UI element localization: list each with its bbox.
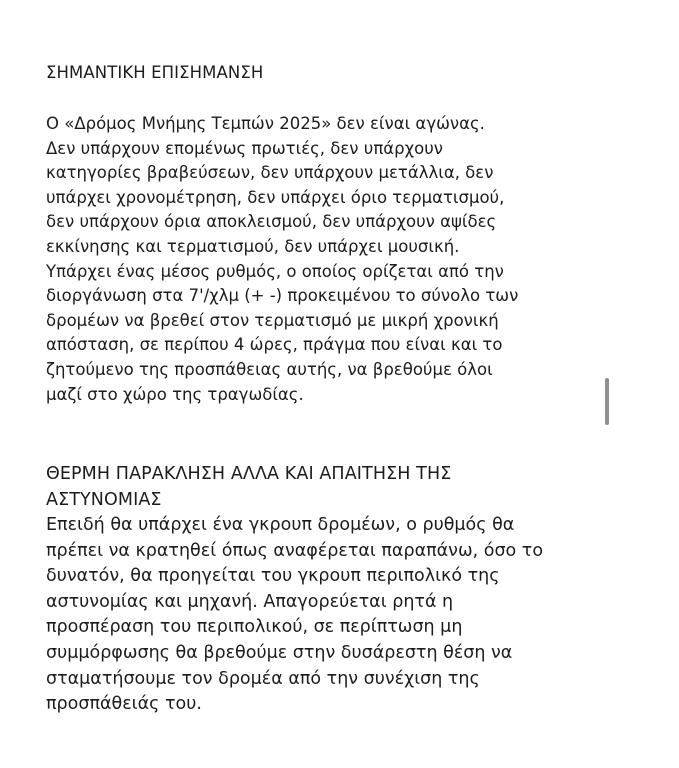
- notice-section: [46, 60, 626, 407]
- notice-line: Ο «Δρόμος Μνήμης Τεμπών 2025» δεν είναι αγώνας.: [46, 114, 485, 133]
- notice-line: υπάρχει χρονομέτρηση, δεν υπάρχει όριο τερματισμού,: [46, 187, 505, 207]
- notice-line: ζητούμενο της προσπάθειας αυτής, να βρεθούμε όλοι: [46, 359, 493, 379]
- notice-line: απόσταση, σε περίπου 4 ώρες, πράγμα που είναι και το: [46, 335, 503, 355]
- request-line: Επειδή θα υπάρχει ένα γκρουπ δρομέων, ο ρυθμός θα: [46, 515, 515, 535]
- request-title: [46, 461, 626, 513]
- request-title-line: ΘΕΡΜΗ ΠΑΡΑΚΛΗΣΗ ΑΛΛΑ ΚΑΙ ΑΠΑΙΤΗΣΗ ΤΗΣ: [46, 464, 452, 484]
- notice-title: ΣΗΜΑΝΤΙΚΗ ΕΠΙΣΗΜΑΝΣΗ: [46, 63, 264, 82]
- request-title-line: ΑΣΤΥΝΟΜΙΑΣ: [46, 490, 162, 510]
- request-line: σταματήσουμε τον δρομέα από την συνέχιση της: [46, 668, 480, 689]
- request-line: δυνατόν, θα προηγείται του γκρουπ περιπολικό της: [46, 566, 500, 587]
- notice-line: κατηγορίες βραβεύσεων, δεν υπάρχουν μετάλλια, δεν: [46, 163, 494, 183]
- notice-line: μαζί στο χώρο της τραγωδίας.: [46, 384, 304, 404]
- request-line: αστυνομίας και μηχανή. Απαγορεύεται ρητά η: [46, 591, 454, 612]
- notice-line: διοργάνωση στα 7'/χλμ (+ -) προκειμένου το σύνολο των: [46, 286, 519, 306]
- notice-line: δρομέων να βρεθεί στον τερματισμό με μικρή χρονική: [46, 310, 499, 330]
- request-line: πρέπει να κρατηθεί όπως αναφέρεται παραπάνω, όσο το: [46, 540, 544, 561]
- notice-body: [46, 112, 626, 407]
- request-body: [46, 513, 626, 718]
- notice-line: Υπάρχει ένας μέσος ρυθμός, ο οποίος ορίζεται από την: [46, 261, 504, 281]
- notice-spacer: [46, 86, 626, 112]
- scrollbar-thumb[interactable]: [605, 378, 609, 425]
- notice-line: Δεν υπάρχουν επομένως πρωτιές, δεν υπάρχουν: [46, 138, 443, 158]
- request-line: προσπέραση του περιπολικού, σε περίπτωση μη: [46, 617, 463, 638]
- request-line: προσπάθειάς του.: [46, 694, 202, 715]
- request-section: [46, 461, 626, 718]
- notice-line: εκκίνησης και τερματισμού, δεν υπάρχει μουσική.: [46, 236, 460, 256]
- notice-line: δεν υπάρχουν όρια αποκλεισμού, δεν υπάρχουν αψίδες: [46, 212, 497, 232]
- request-line: συμμόρφωσης θα βρεθούμε στην δυσάρεστη θέση να: [46, 642, 513, 663]
